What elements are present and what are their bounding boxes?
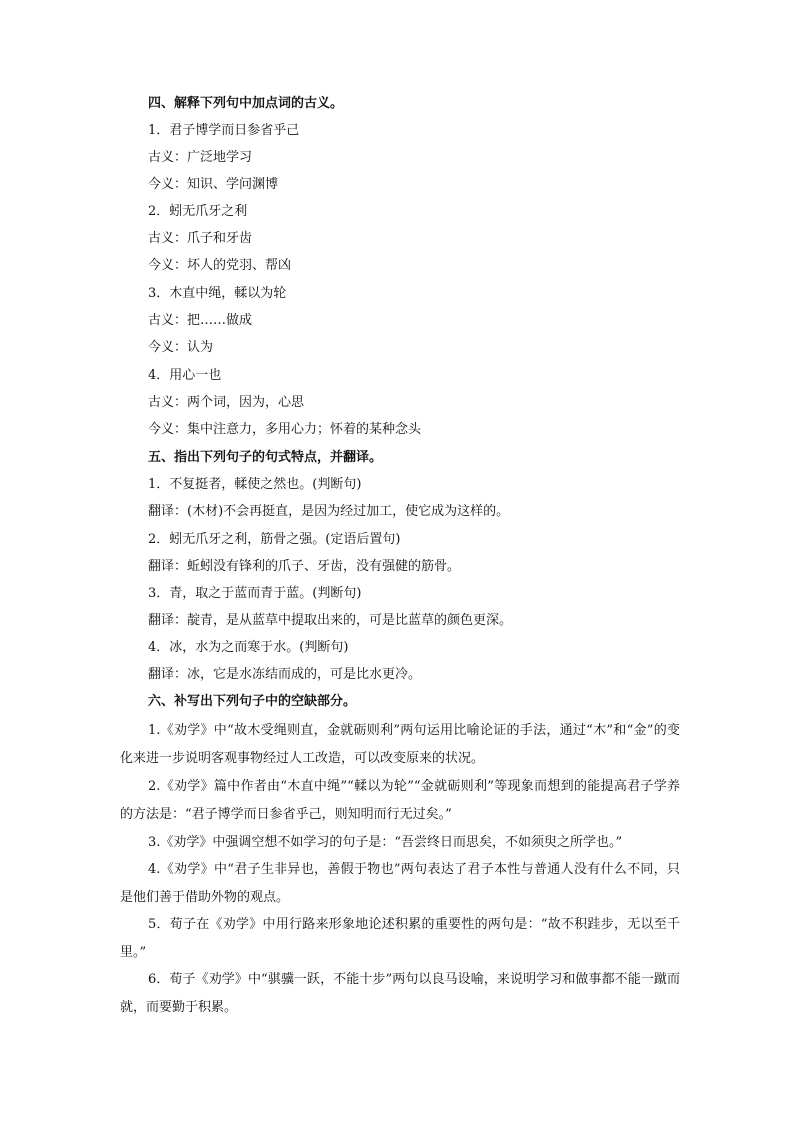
s4-item-4-modern-meaning: 今义：集中注意力，多用心力；怀着的某种念头 xyxy=(148,422,422,437)
s4-item-2-ancient-meaning: 古义：爪子和牙齿 xyxy=(148,231,253,246)
s4-item-1-question: 1．君子博学而日参省乎己 xyxy=(148,123,300,138)
s4-item-2-question: 2．蚓无爪牙之利 xyxy=(148,204,248,219)
s6-paragraph-4: 4.《劝学》中“君子生非异也，善假于物也”两句表达了君子本性与普通人没有什么不同，只是他们善于借助外物的观点。 xyxy=(120,862,680,905)
s6-paragraph-1: 1.《劝学》中“故木受绳则直，金就砺则利”两句运用比喻论证的手法，通过“木”和“金”的变化来进一步说明客观事物经过人工改造，可以改变原来的状况。 xyxy=(120,723,680,766)
s5-item-3-sentence: 3．青，取之于蓝而青于蓝。(判断句) xyxy=(148,586,362,601)
s6-paragraph-6: 6．荀子《劝学》中“骐骥一跃，不能十步”两句以良马设喻，来说明学习和做事都不能一蹴而就，而要勤于积累。 xyxy=(120,972,680,1015)
s4-item-3-ancient-meaning: 古义：把……做成 xyxy=(148,313,253,328)
s4-item-3-modern-meaning: 今义：认为 xyxy=(148,340,214,355)
section-4-heading: 四、解释下列句中加点词的古义。 xyxy=(148,96,344,111)
s4-item-3-question: 3．木直中绳，輮以为轮 xyxy=(148,286,287,301)
s4-item-4-ancient-meaning: 古义：两个词，因为，心思 xyxy=(148,395,305,410)
section-5-heading: 五、指出下列句子的句式特点，并翻译。 xyxy=(148,450,383,465)
s6-paragraph-2: 2.《劝学》篇中作者由“木直中绳”“輮以为轮”“金就砺则利”等现象而想到的能提高君子学养的方法是：“君子博学而日参省乎己，则知明而行无过矣。” xyxy=(120,779,680,822)
s5-item-4-translation: 翻译：冰，它是水冻结而成的，可是比水更冷。 xyxy=(148,667,422,682)
s4-item-1-modern-meaning: 今义：知识、学问渊博 xyxy=(148,177,279,192)
s5-item-2-translation: 翻译：蚯蚓没有锋利的爪子、牙齿，没有强健的筋骨。 xyxy=(148,559,461,574)
s5-item-3-translation: 翻译：靛青，是从蓝草中提取出来的，可是比蓝草的颜色更深。 xyxy=(148,613,513,628)
s6-paragraph-3: 3.《劝学》中强调空想不如学习的句子是：“吾尝终日而思矣，不如须臾之所学也。” xyxy=(148,835,623,850)
s5-item-4-sentence: 4．冰，水为之而寒于水。(判断句) xyxy=(148,640,349,655)
s4-item-1-ancient-meaning: 古义：广泛地学习 xyxy=(148,150,253,165)
section-6-heading: 六、补写出下列句子中的空缺部分。 xyxy=(148,694,357,709)
s5-item-2-sentence: 2．蚓无爪牙之利，筋骨之强。(定语后置句) xyxy=(148,532,401,547)
s5-item-1-sentence: 1．不复挺者，輮使之然也。(判断句) xyxy=(148,477,362,492)
s4-item-2-modern-meaning: 今义：坏人的党羽、帮凶 xyxy=(148,258,292,273)
s5-item-1-translation: 翻译：(木材)不会再挺直，是因为经过加工，使它成为这样的。 xyxy=(148,504,510,519)
s4-item-4-question: 4．用心一也 xyxy=(148,368,222,383)
s6-paragraph-5: 5．荀子在《劝学》中用行路来形象地论述积累的重要性的两句是：“故不积跬步，无以至千里。” xyxy=(120,917,680,960)
